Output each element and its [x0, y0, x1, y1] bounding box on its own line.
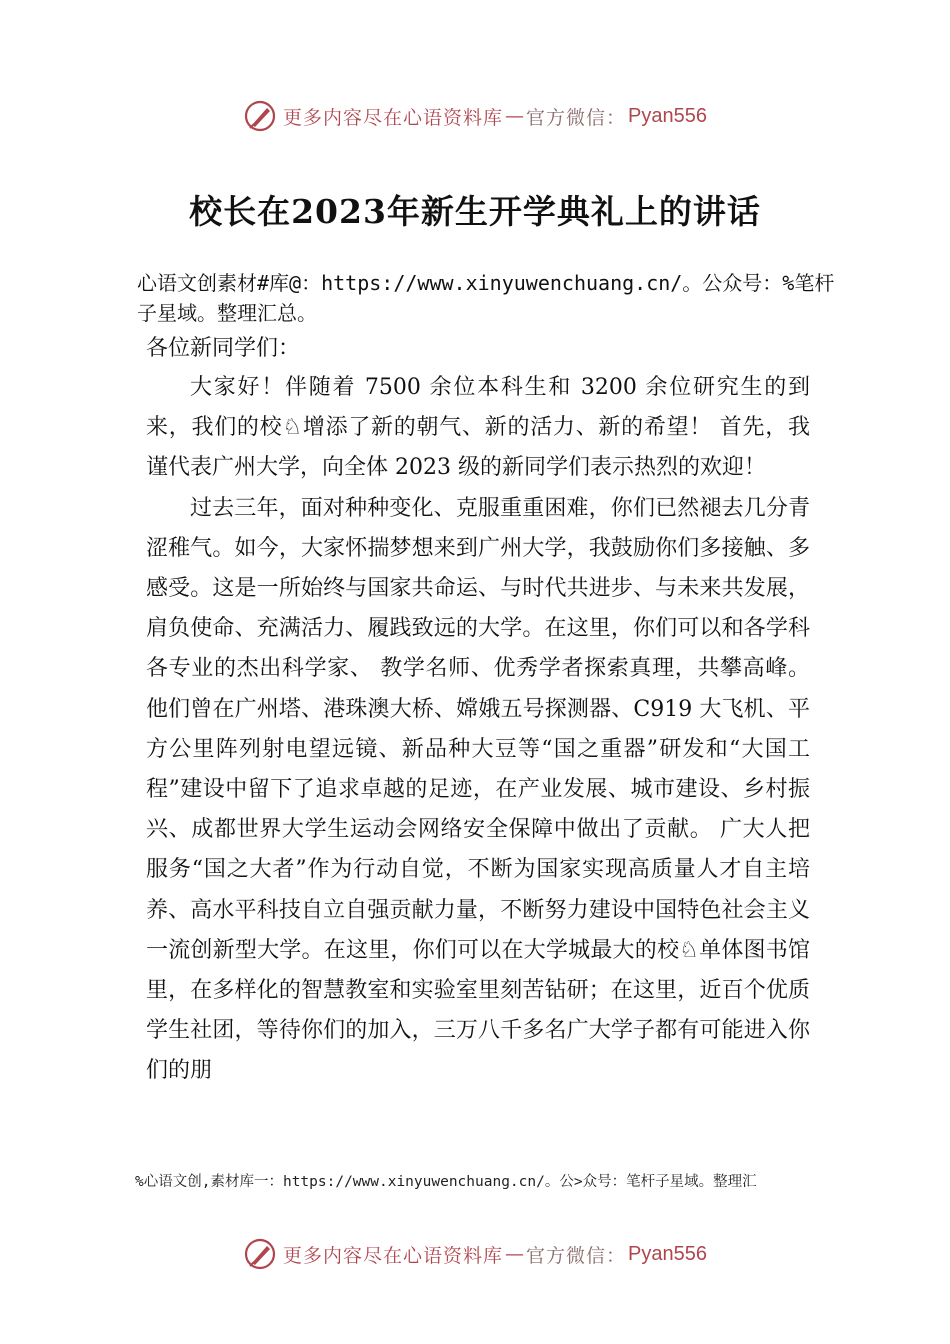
document-body — [146, 368, 810, 1092]
banner-separator: — — [505, 105, 525, 127]
source-note: 心语文创素材#库@：https://www.xinyuwenchuang.cn/。公众号：%笔杆子星域。整理汇总。 — [137, 271, 835, 325]
quill-logo-icon — [243, 99, 277, 133]
banner-tagline: 更多内容尽在心语资料库 — [283, 106, 504, 129]
paragraph-2: 过去三年，面对种种变化、克服重重困难，你们已然褪去几分青涩稚气。如今，大家怀揣梦想来到广州大学，我鼓励你们多接触、多感受。这是一所始终与国家共命运、与时代共进步、与未来共发展，肩负使命、充满活力、履践致远的大学。在这里，你们可以和各学科各专业的杰出科学家、 教学名师、优秀学者探索真理，共攀高峰。他们曾在广州塔、港珠澳大桥、嫦娥五号探测器、C919 大飞机、平方公里阵列射电望远镜、新品种大豆等“国之重器”研发和“大国工程”建设中留下了追求卓越的足迹，在产业发展、城市建设、乡村振兴、成都世界大学生运动会网络安全保障中做出了贡献。 广大人把服务“国之大者”作为行动自觉，不断为国家实现高质量人才自主培养、高水平科技自立自强贡献力量，不断努力建设中国特色社会主义一流创新型大学。在这里，你们可以在大学城最大的校♘单体图书馆里，在多样化的智慧教室和实验室里刻苦钻研；在这里，近百个优质学生社团，等待你们的加入，三万八千多名广大学子都有可能进入你们的朋 — [146, 495, 810, 1084]
header-banner — [0, 96, 950, 136]
banner-wechat-label: 官方微信： — [526, 106, 627, 129]
footer-banner — [0, 1234, 950, 1274]
banner-wechat-label: 官方微信： — [526, 1244, 627, 1267]
banner-wechat-id: Pyan556 — [628, 104, 707, 127]
footer-source-note: %心语文创,素材库一：https://www.xinyuwenchuang.cn/。公>众号：笔杆子星域。整理汇 — [135, 1174, 757, 1190]
banner-separator: — — [505, 1243, 525, 1265]
quill-logo-icon — [243, 1237, 277, 1271]
greeting: 各位新同学们： — [146, 336, 301, 361]
banner-tagline: 更多内容尽在心语资料库 — [283, 1244, 504, 1267]
document-title: 校长在2023年新生开学典礼上的讲话 — [189, 192, 761, 231]
paragraph-1: 大家好！伴随着 7500 余位本科生和 3200 余位研究生的到来，我们的校♘增添了新的朝气、新的活力、新的希望！ 首先，我谨代表广州大学，向全体 2023 级的新同学们表示热烈的欢迎！ — [146, 375, 810, 481]
banner-wechat-id: Pyan556 — [628, 1242, 707, 1265]
